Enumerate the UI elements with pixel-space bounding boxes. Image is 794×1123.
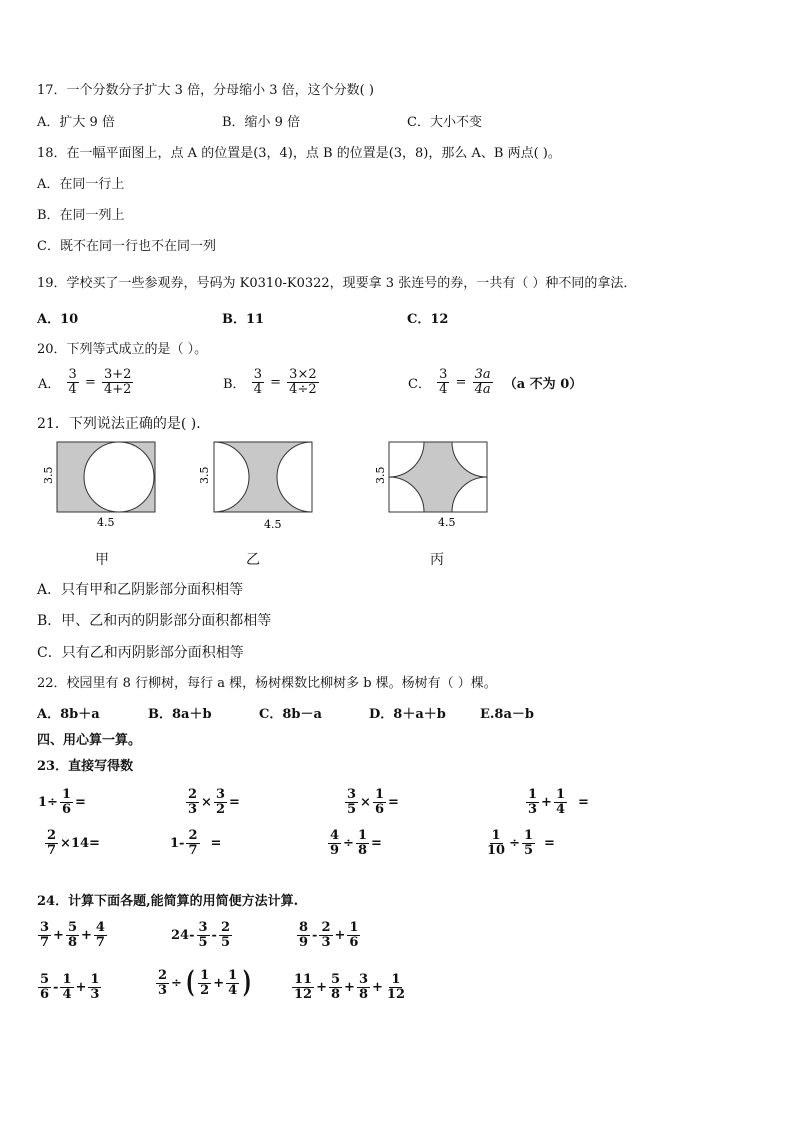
q18-option-a[interactable]: A．在同一行上 — [37, 177, 125, 192]
figure-name-yi: 乙 — [246, 552, 260, 568]
q20-c-label: C． — [408, 377, 431, 392]
q24-expr-5: $\frac{2}{3}$ ÷ ( $\frac{1}{2}$ + $\frac{1}{4}$ ) — [158, 965, 252, 1000]
q18-option-c[interactable]: C．既不在同一行也不在同一列 — [37, 239, 216, 254]
fraction: $\frac{3}{4}$ — [253, 367, 262, 397]
figure-yi — [196, 440, 326, 536]
q20-option-b[interactable] — [222, 368, 320, 397]
q23-stem: 23．直接写得数 — [37, 759, 134, 774]
q22-option-d[interactable]: D．8＋a＋b — [369, 707, 446, 722]
equals-sign: = — [84, 375, 96, 390]
q24-expr-3: $\frac{8}{9}$ - $\frac{2}{3}$ + $\frac{1}{6}$ — [299, 920, 359, 950]
q17-option-b[interactable]: B．缩小 9 倍 — [222, 115, 301, 130]
q23-expr-8: $\frac{1}{10}$ ÷ $\frac{1}{5}$ = — [487, 828, 555, 858]
q19-option-a[interactable]: A．10 — [37, 312, 79, 327]
q20-a-label: A． — [38, 377, 61, 392]
q20-b-label: B． — [223, 377, 246, 392]
fig-yi-height-label: 3.5 — [198, 466, 211, 484]
q24-expr-1: $\frac{3}{7}$ + $\frac{5}{8}$ + $\frac{4}{7}$ — [40, 920, 105, 950]
figure-name-jia: 甲 — [95, 552, 109, 568]
section-4-title: 四、用心算一算。 — [37, 733, 142, 748]
q17-option-c[interactable]: C．大小不变 — [407, 115, 482, 130]
q20-option-c[interactable] — [407, 368, 583, 397]
fig-jia-width-label: 4.5 — [97, 516, 115, 529]
q23-expr-4: $\frac{1}{3}$ + $\frac{1}{4}$ = — [528, 787, 589, 817]
q22-option-a[interactable]: A．8b＋a — [37, 707, 100, 722]
fraction: $\frac{3}{4}$ — [68, 367, 77, 397]
q23-expr-3: $\frac{3}{5}$ × $\frac{1}{6}$ = — [347, 787, 399, 817]
q22-option-c[interactable]: C．8b－a — [259, 707, 322, 722]
q21-option-a[interactable]: A．只有甲和乙阴影部分面积相等 — [37, 582, 244, 598]
figure-name-bing: 丙 — [430, 552, 444, 568]
q19-option-b[interactable]: B．11 — [222, 312, 265, 327]
fraction: $\frac{3}{4}$ — [439, 367, 448, 397]
q23-expr-1: 1÷ $\frac{1}{6}$ = — [38, 787, 86, 817]
q17-option-a[interactable]: A．扩大 9 倍 — [37, 115, 115, 130]
fraction: $\frac{3\times 2}{4\div 2}$ — [289, 367, 317, 397]
q24-stem: 24．计算下面各题,能简算的用简便方法计算. — [37, 894, 299, 909]
q19-stem: 19．学校买了一些参观券，号码为 K0310-K0322，现要拿 3 张连号的券，一共有（ ）种不同的拿法． — [37, 276, 637, 291]
q22-option-b[interactable]: B．8a＋b — [148, 707, 212, 722]
q18-option-b[interactable]: B．在同一列上 — [37, 208, 125, 223]
q24-expr-2: 24- $\frac{3}{5}$ - $\frac{2}{5}$ — [171, 920, 230, 950]
q20-option-a[interactable] — [37, 368, 134, 397]
figure-jia — [40, 440, 170, 534]
q23-expr-6: 1- $\frac{2}{7}$ = — [170, 828, 222, 858]
fig-jia-height-label: 3.5 — [42, 466, 55, 484]
fig-yi-width-label: 4.5 — [264, 518, 282, 531]
q17-stem: 17．一个分数分子扩大 3 倍，分母缩小 3 倍，这个分数( ) — [37, 83, 374, 98]
q18-stem: 18．在一幅平面图上，点 A 的位置是(3，4)，点 B 的位置是(3，8)，那么 A、B 两点( )。 — [37, 146, 561, 161]
q23-expr-5: $\frac{2}{7}$ ×14= — [47, 828, 100, 858]
q19-option-c[interactable]: C．12 — [407, 312, 449, 327]
q21-option-c[interactable]: C．只有乙和丙阴影部分面积相等 — [37, 645, 244, 661]
q23-expr-7: $\frac{4}{9}$ ÷ $\frac{1}{8}$ = — [330, 828, 382, 858]
equals-sign: = — [270, 375, 282, 390]
fig-bing-width-label: 4.5 — [438, 516, 456, 529]
q20-c-note: （a 不为 0） — [503, 377, 583, 392]
q24-expr-6: $\frac{11}{12}$ + $\frac{5}{8}$ + $\frac{3}{8}$ + $\frac{1}{12}$ — [294, 972, 405, 1002]
q20-stem: 20．下列等式成立的是（ ）。 — [37, 342, 208, 357]
q22-option-e[interactable]: E.8a－b — [480, 707, 534, 722]
q21-stem: 21．下列说法正确的是( )． — [37, 416, 211, 432]
fraction: $\frac{3+2}{4+2}$ — [104, 367, 132, 397]
q22-stem: 22．校园里有 8 行柳树，每行 a 棵，杨树棵数比柳树多 b 棵。杨树有（ ）棵。 — [37, 676, 497, 691]
fraction: $\frac{3a}{4a}$ — [474, 367, 491, 397]
q21-option-b[interactable]: B．甲、乙和丙的阴影部分面积都相等 — [37, 613, 272, 629]
q24-expr-4: $\frac{5}{6}$ - $\frac{1}{4}$ + $\frac{1}{3}$ — [40, 972, 100, 1002]
figure-bing — [372, 440, 502, 536]
q23-expr-2: $\frac{2}{3}$ × $\frac{3}{2}$ = — [188, 787, 240, 817]
fig-bing-height-label: 3.5 — [374, 466, 387, 484]
equals-sign: = — [455, 375, 467, 390]
